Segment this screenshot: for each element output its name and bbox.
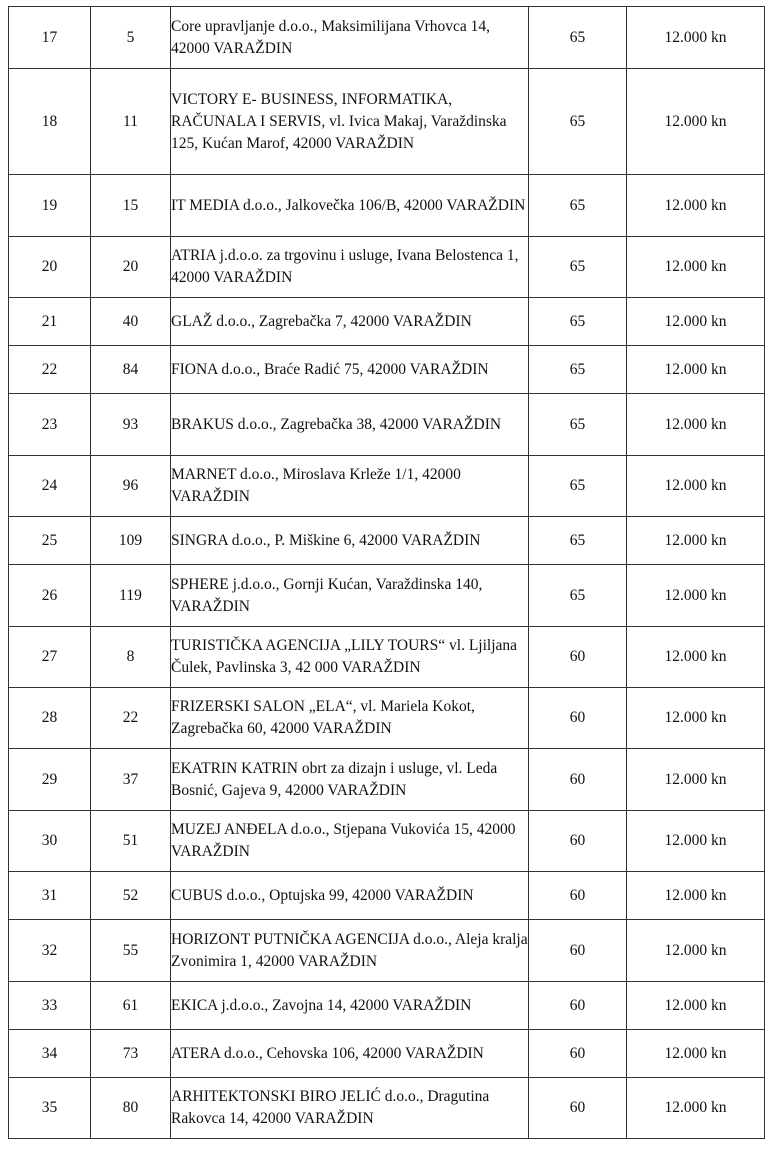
amount: 12.000 kn (627, 982, 765, 1030)
points: 65 (529, 517, 627, 565)
amount: 12.000 kn (627, 175, 765, 237)
points: 60 (529, 1030, 627, 1078)
applicant-name-address: ATRIA j.d.o.o. za trgovinu i usluge, Ivana Belostenca 1, 42000 VARAŽDIN (171, 237, 529, 298)
row-number: 23 (9, 394, 91, 456)
amount: 12.000 kn (627, 517, 765, 565)
amount: 12.000 kn (627, 627, 765, 688)
points: 60 (529, 872, 627, 920)
row-number: 30 (9, 811, 91, 872)
application-number: 96 (91, 456, 171, 517)
amount: 12.000 kn (627, 688, 765, 749)
table-row (9, 346, 765, 394)
application-number: 55 (91, 920, 171, 982)
table-row (9, 456, 765, 517)
row-number: 24 (9, 456, 91, 517)
points: 60 (529, 749, 627, 811)
amount: 12.000 kn (627, 811, 765, 872)
table-row (9, 565, 765, 627)
table-row (9, 872, 765, 920)
application-number: 61 (91, 982, 171, 1030)
applicant-name-address: HORIZONT PUTNIČKA AGENCIJA d.o.o., Aleja kralja Zvonimira 1, 42000 VARAŽDIN (171, 920, 529, 982)
row-number: 19 (9, 175, 91, 237)
points: 65 (529, 69, 627, 175)
table-row (9, 1030, 765, 1078)
application-number: 40 (91, 298, 171, 346)
table-row (9, 298, 765, 346)
applicant-name-address: ATERA d.o.o., Cehovska 106, 42000 VARAŽDIN (171, 1030, 529, 1078)
points: 60 (529, 688, 627, 749)
application-number: 84 (91, 346, 171, 394)
amount: 12.000 kn (627, 298, 765, 346)
table-row (9, 237, 765, 298)
applicant-name-address: EKICA j.d.o.o., Zavojna 14, 42000 VARAŽDIN (171, 982, 529, 1030)
application-number: 37 (91, 749, 171, 811)
points: 60 (529, 627, 627, 688)
points: 65 (529, 298, 627, 346)
table-row (9, 69, 765, 175)
row-number: 34 (9, 1030, 91, 1078)
row-number: 25 (9, 517, 91, 565)
table-row (9, 811, 765, 872)
row-number: 22 (9, 346, 91, 394)
points: 65 (529, 7, 627, 69)
application-number: 73 (91, 1030, 171, 1078)
row-number: 33 (9, 982, 91, 1030)
amount: 12.000 kn (627, 565, 765, 627)
row-number: 28 (9, 688, 91, 749)
applicant-name-address: EKATRIN KATRIN obrt za dizajn i usluge, vl. Leda Bosnić, Gajeva 9, 42000 VARAŽDIN (171, 749, 529, 811)
row-number: 29 (9, 749, 91, 811)
row-number: 18 (9, 69, 91, 175)
points: 60 (529, 811, 627, 872)
amount: 12.000 kn (627, 1078, 765, 1139)
points: 60 (529, 982, 627, 1030)
row-number: 32 (9, 920, 91, 982)
applicant-name-address: IT MEDIA d.o.o., Jalkovečka 106/B, 42000 VARAŽDIN (171, 175, 529, 237)
application-number: 119 (91, 565, 171, 627)
applicant-name-address: GLAŽ d.o.o., Zagrebačka 7, 42000 VARAŽDIN (171, 298, 529, 346)
amount: 12.000 kn (627, 920, 765, 982)
points: 65 (529, 346, 627, 394)
row-number: 35 (9, 1078, 91, 1139)
application-number: 51 (91, 811, 171, 872)
table-row (9, 749, 765, 811)
applicant-name-address: MARNET d.o.o., Miroslava Krleže 1/1, 42000 VARAŽDIN (171, 456, 529, 517)
row-number: 27 (9, 627, 91, 688)
row-number: 21 (9, 298, 91, 346)
application-number: 11 (91, 69, 171, 175)
row-number: 17 (9, 7, 91, 69)
amount: 12.000 kn (627, 346, 765, 394)
applicant-name-address: Core upravljanje d.o.o., Maksimilijana Vrhovca 14, 42000 VARAŽDIN (171, 7, 529, 69)
row-number: 26 (9, 565, 91, 627)
points: 65 (529, 394, 627, 456)
table-row (9, 394, 765, 456)
table-row (9, 517, 765, 565)
points: 65 (529, 175, 627, 237)
amount: 12.000 kn (627, 237, 765, 298)
application-number: 93 (91, 394, 171, 456)
table-row (9, 982, 765, 1030)
amount: 12.000 kn (627, 7, 765, 69)
amount: 12.000 kn (627, 1030, 765, 1078)
points: 65 (529, 237, 627, 298)
applicant-name-address: FRIZERSKI SALON „ELA“, vl. Mariela Kokot, Zagrebačka 60, 42000 VARAŽDIN (171, 688, 529, 749)
amount: 12.000 kn (627, 749, 765, 811)
table-row (9, 627, 765, 688)
table-row (9, 1078, 765, 1139)
amount: 12.000 kn (627, 69, 765, 175)
applicant-name-address: SPHERE j.d.o.o., Gornji Kućan, Varaždinska 140, VARAŽDIN (171, 565, 529, 627)
table-row (9, 7, 765, 69)
application-number: 20 (91, 237, 171, 298)
applicant-name-address: ARHITEKTONSKI BIRO JELIĆ d.o.o., Dragutina Rakovca 14, 42000 VARAŽDIN (171, 1078, 529, 1139)
applicant-name-address: TURISTIČKA AGENCIJA „LILY TOURS“ vl. Ljiljana Čulek, Pavlinska 3, 42 000 VARAŽDIN (171, 627, 529, 688)
applicant-name-address: MUZEJ ANĐELA d.o.o., Stjepana Vukovića 15, 42000 VARAŽDIN (171, 811, 529, 872)
amount: 12.000 kn (627, 872, 765, 920)
applicant-name-address: FIONA d.o.o., Braće Radić 75, 42000 VARAŽDIN (171, 346, 529, 394)
application-number: 22 (91, 688, 171, 749)
application-number: 52 (91, 872, 171, 920)
application-number: 80 (91, 1078, 171, 1139)
amount: 12.000 kn (627, 394, 765, 456)
application-number: 109 (91, 517, 171, 565)
points: 65 (529, 565, 627, 627)
applicant-name-address: SINGRA d.o.o., P. Miškine 6, 42000 VARAŽDIN (171, 517, 529, 565)
applicant-name-address: CUBUS d.o.o., Optujska 99, 42000 VARAŽDIN (171, 872, 529, 920)
application-number: 15 (91, 175, 171, 237)
applicant-name-address: BRAKUS d.o.o., Zagrebačka 38, 42000 VARAŽDIN (171, 394, 529, 456)
table-row (9, 920, 765, 982)
row-number: 31 (9, 872, 91, 920)
application-number: 8 (91, 627, 171, 688)
points: 60 (529, 920, 627, 982)
application-number: 5 (91, 7, 171, 69)
table-row (9, 688, 765, 749)
points: 60 (529, 1078, 627, 1139)
applicant-name-address: VICTORY E- BUSINESS, INFORMATIKA, RAČUNALA I SERVIS, vl. Ivica Makaj, Varaždinska 125, Kućan Marof, 42000 VARAŽDIN (171, 69, 529, 175)
amount: 12.000 kn (627, 456, 765, 517)
points: 65 (529, 456, 627, 517)
results-table (8, 6, 765, 1139)
table-row (9, 175, 765, 237)
row-number: 20 (9, 237, 91, 298)
